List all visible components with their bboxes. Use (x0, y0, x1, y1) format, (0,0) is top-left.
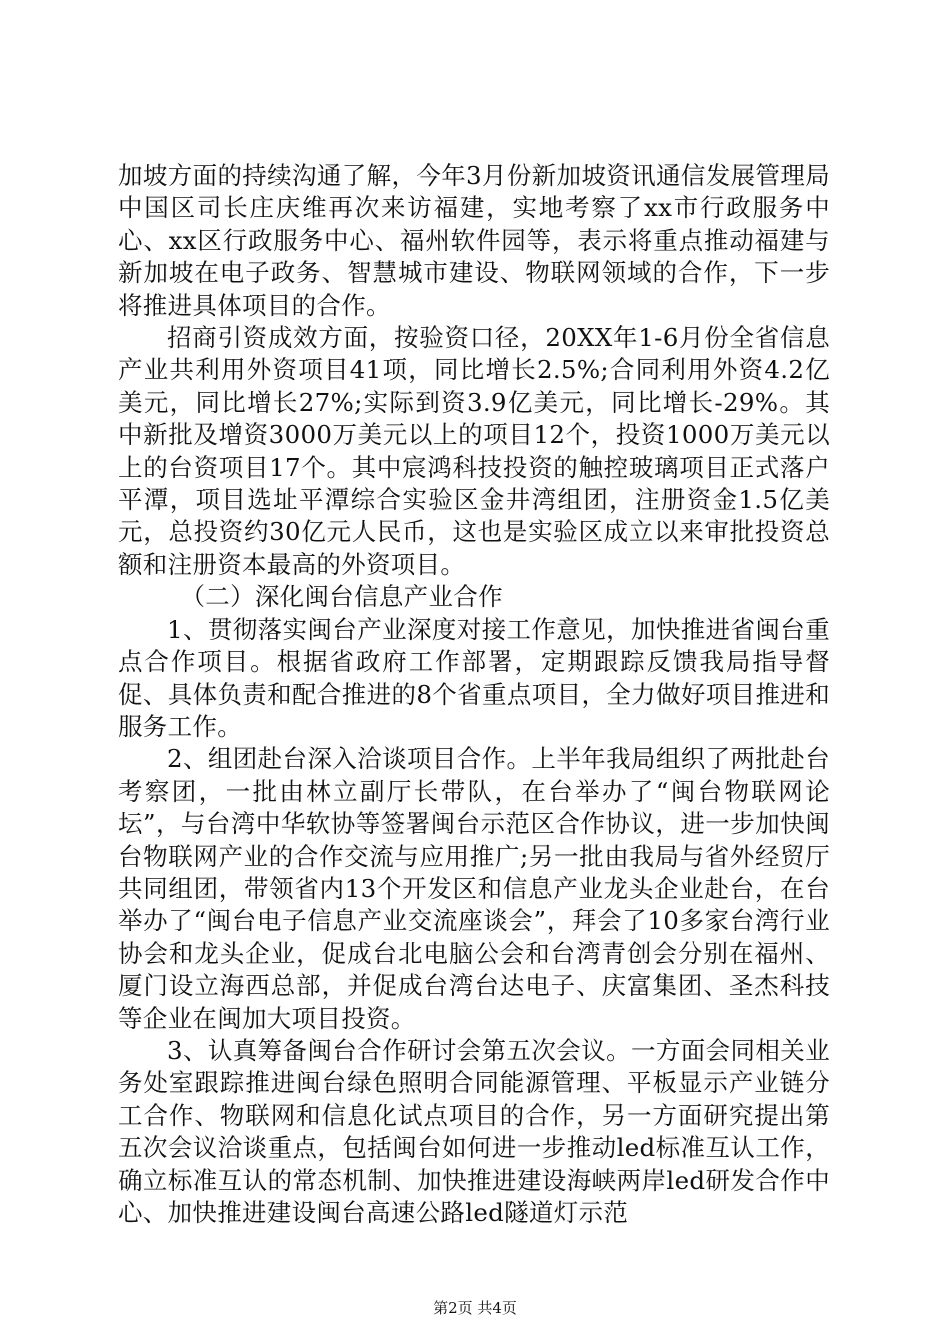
paragraph-item-1: 1、贯彻落实闽台产业深度对接工作意见，加快推进省闽台重点合作项目。根据省政府工作部署，定期跟踪反馈我局指导督促、具体负责和配合推进的8个省重点项目，全力做好项目推进和服务工作。 (118, 614, 830, 741)
paragraph-investment-results: 招商引资成效方面，按验资口径，20XX年1-6月份全省信息产业共利用外资项目41项，同比增长2.5%;合同利用外资4.2亿美元，同比增长27%;实际到资3.9亿美元，同比增长-29%。其中新批及增资3000万美元以上的项目12个，投资1000万美元以上的台资项目17个。其中宸鸿科技投资的触控玻璃项目正式落户平潭，项目选址平潭综合实验区金井湾组团，注册资金1.5亿美元，总投资约30亿元人民币，这也是实验区成立以来审批投资总额和注册资本最高的外资项目。 (118, 323, 830, 579)
section-heading-fujian-taiwan: （二）深化闽台信息产业合作 (180, 582, 503, 612)
paragraph-item-3: 3、认真筹备闽台合作研讨会第五次会议。一方面会同相关业务处室跟踪推进闽台绿色照明合同能源管理、平板显示产业链分工合作、物联网和信息化试点项目的合作，另一方面研究提出第五次会议洽谈重点，包括闽台如何进一步推动led标准互认工作，确立标准互认的常态机制、加快推进建设海峡两岸led研发合作中心、加快推进建设闽台高速公路led隧道灯示范 (118, 1035, 830, 1227)
document-body (118, 160, 830, 1229)
paragraph-item-2: 2、组团赴台深入洽谈项目合作。上半年我局组织了两批赴台考察团，一批由林立副厅长带队，在台举办了“闽台物联网论坛”，与台湾中华软协等签署闽台示范区合作协议，进一步加快闽台物联网产业的合作交流与应用推广;另一批由我局与省外经贸厅共同组团，带领省内13个开发区和信息产业龙头企业赴台，在台举办了“闽台电子信息产业交流座谈会”，拜会了10多家台湾行业协会和龙头企业，促成台北电脑公会和台湾青创会分别在福州、厦门设立海西总部，并促成台湾台达电子、庆富集团、圣杰科技等企业在闽加大项目投资。 (118, 744, 830, 1033)
page-number-footer: 第2页 共4页 (433, 1299, 517, 1317)
paragraph-singapore-cooperation: 加坡方面的持续沟通了解，今年3月份新加坡资讯通信发展管理局中国区司长庄庆维再次来访福建，实地考察了xx市行政服务中心、xx区行政服务中心、福州软件园等，表示将重点推动福建与新加坡在电子政务、智慧城市建设、物联网领域的合作，下一步将推进具体项目的合作。 (118, 161, 830, 320)
